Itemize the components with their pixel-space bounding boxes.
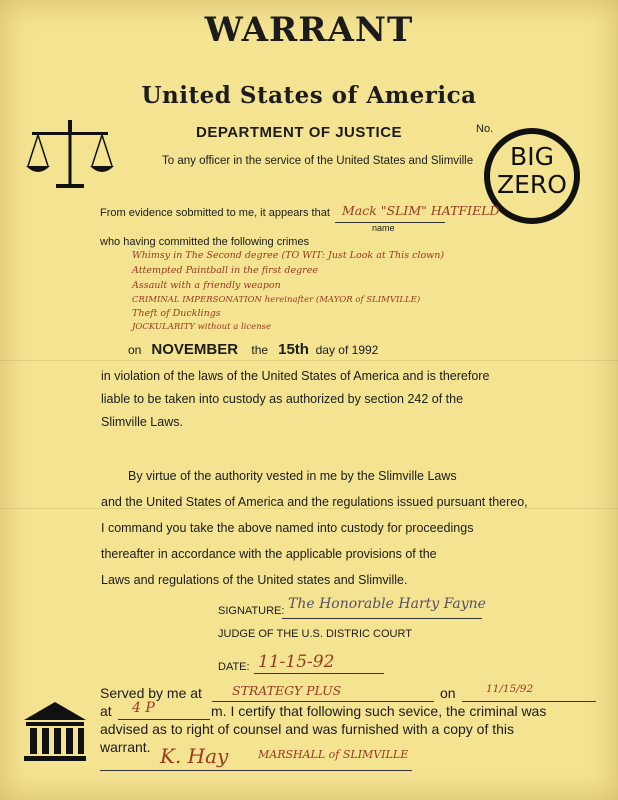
judge-title: JUDGE OF THE U.S. DISTRIC COURT bbox=[218, 628, 412, 640]
command-line: and the United States of America and the regulations issued pursuant thereo, bbox=[101, 495, 528, 509]
courthouse-icon bbox=[24, 702, 86, 767]
date-on: on bbox=[128, 343, 142, 357]
signature-label: SIGNATURE: bbox=[218, 605, 285, 617]
time-underline bbox=[118, 719, 210, 720]
judge-signature: The Honorable Harty Fayne bbox=[288, 596, 486, 612]
command-line: By virtue of the authority vested in me by the Slimville Laws bbox=[128, 469, 457, 483]
crimes-intro: who having committed the following crimes bbox=[100, 236, 310, 248]
served-at: at bbox=[100, 703, 112, 719]
served-line3: advised as to right of counsel and was furnished with a copy of this bbox=[100, 721, 515, 737]
date-underline bbox=[254, 673, 384, 674]
violation-line: Slimville Laws. bbox=[101, 415, 183, 429]
date-day: 15th bbox=[278, 341, 309, 358]
badge-line-2: ZERO bbox=[497, 170, 567, 199]
served-date: 11/15/92 bbox=[486, 683, 534, 695]
country-heading: United States of America bbox=[141, 82, 477, 109]
document-title: WARRANT bbox=[204, 10, 414, 50]
badge-line-1: BIG bbox=[510, 142, 554, 171]
name-label: name bbox=[372, 223, 395, 233]
crime-item: CRIMINAL IMPERSONATION hereinafter (MAYOR of SLIMVILLE) bbox=[132, 295, 421, 305]
offense-date-line bbox=[128, 341, 378, 358]
department-heading: DEPARTMENT OF JUSTICE bbox=[196, 124, 403, 141]
marshall-underline bbox=[100, 770, 412, 771]
scales-of-justice-icon bbox=[26, 118, 114, 201]
date-month: NOVEMBER bbox=[151, 341, 239, 358]
served-on: on bbox=[440, 685, 456, 701]
accused-name: Mack "SLIM" HATFIELD bbox=[342, 203, 500, 218]
violation-line: liable to be taken into custody as authorized by section 242 of the bbox=[101, 392, 464, 406]
served-location: STRATEGY PLUS bbox=[232, 683, 342, 698]
fold-crease bbox=[0, 360, 618, 361]
crime-item: Whimsy in The Second degree (TO WIT: Just Look at This clown) bbox=[132, 250, 445, 261]
command-line: Laws and regulations of the United states and Slimville. bbox=[101, 573, 408, 587]
number-label: No. bbox=[476, 123, 494, 135]
crime-item: Theft of Ducklings bbox=[132, 308, 221, 319]
served-date-underline bbox=[462, 701, 596, 702]
marshall-title: MARSHALL of SLIMVILLE bbox=[258, 748, 409, 761]
command-line: thereafter in accordance with the applicable provisions of the bbox=[101, 547, 437, 561]
crime-item: Assault with a friendly weapon bbox=[132, 280, 281, 291]
signature-underline bbox=[282, 618, 482, 619]
served-time: 4 P bbox=[132, 700, 155, 716]
date-rest: day of 1992 bbox=[315, 343, 379, 357]
violation-line: in violation of the laws of the United States of America and is therefore bbox=[101, 369, 490, 383]
location-underline bbox=[212, 701, 434, 702]
date-the: the bbox=[251, 343, 269, 357]
crime-item: Attempted Paintball in the first degree bbox=[132, 265, 318, 276]
officer-address: To any officer in the service of the United States and Slimville bbox=[162, 155, 474, 167]
command-line: I command you take the above named into custody for proceedings bbox=[101, 521, 474, 535]
marshall-signature: K. Hay bbox=[160, 744, 229, 768]
signed-date: 11-15-92 bbox=[258, 652, 335, 672]
served-prefix: Served by me at bbox=[100, 685, 202, 701]
served-line2: m. I certify that following such sevice, the criminal was bbox=[211, 703, 547, 719]
evidence-intro: From evidence sobmitted to me, it appears that bbox=[100, 207, 330, 219]
date-label: DATE: bbox=[218, 661, 250, 673]
crime-item: JOCKULARITY without a license bbox=[132, 322, 272, 332]
served-line4: warrant. bbox=[100, 739, 151, 755]
